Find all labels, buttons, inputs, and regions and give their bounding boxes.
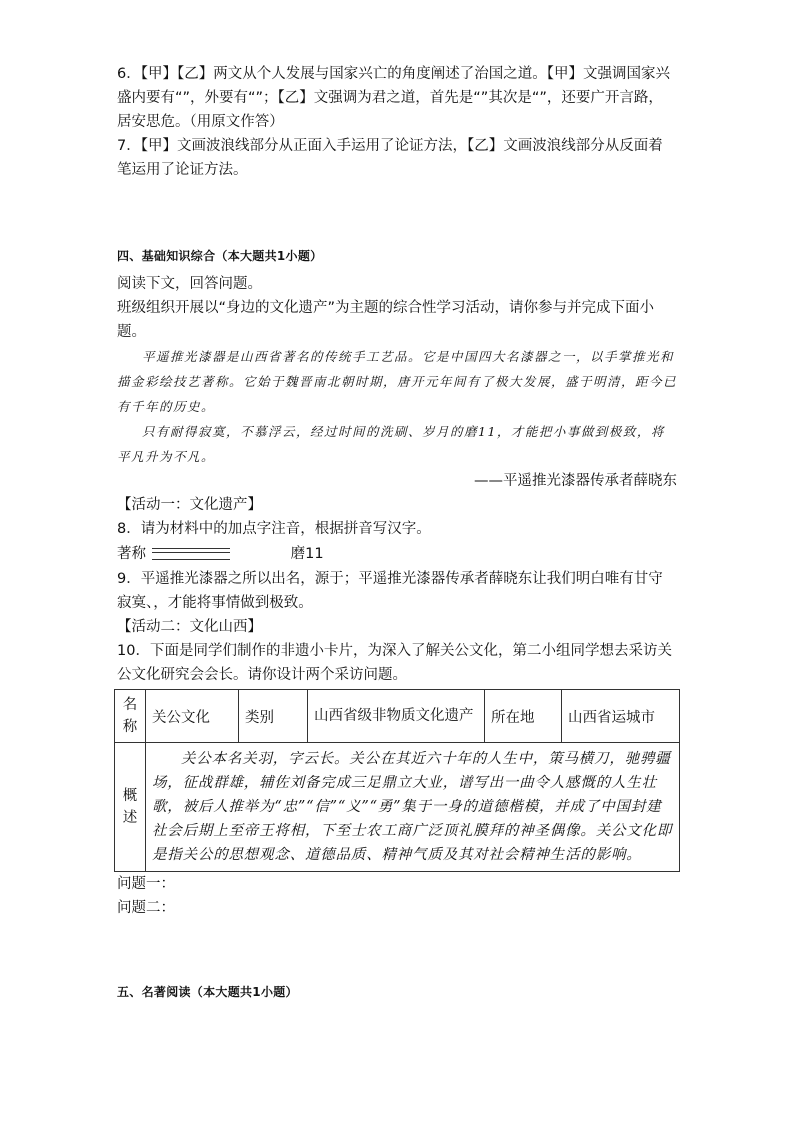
q8-item-1-label: 著称: [117, 546, 146, 562]
section-5-title: 五、名著阅读（本大题共1小题）: [117, 985, 298, 999]
heritage-card-table: [114, 689, 680, 872]
card-desc-label: 概述: [115, 743, 146, 872]
card-name-value: 关公文化: [146, 690, 239, 743]
card-place-label: 所在地: [485, 690, 562, 743]
q8-item-2-label: 磨11: [290, 546, 324, 562]
activity-1-heading: 【活动一：文化遗产】: [117, 497, 262, 513]
spacer: [117, 920, 677, 980]
document-page: [117, 62, 677, 1004]
question-8: 8．请为材料中的加点字注音，根据拼音写汉字。: [117, 521, 431, 537]
passage-paragraph-2: 只有耐得寂寞，不慕浮云，经过时间的洗刷、岁月的磨11，才能把小事做到极致，将平凡升为不凡。: [117, 424, 665, 464]
question-7: 7．【甲】文画波浪线部分从正面入手运用了论证方法，【乙】文画波浪线部分从反面着笔运用了论证方法。: [117, 138, 663, 178]
card-type-label: 类别: [239, 690, 308, 743]
card-desc-value: 关公本名关羽，字云长。关公在其近六十年的人生中，策马横刀，驰骋疆场，征战群雄，辅佐刘备完成三足鼎立大业，谱写出一曲令人感慨的人生壮歌，被后人推举为“忠”“信”“义”“勇”集于一身的道德楷模，并成了中国封建社会后期上至帝王将相，下至士农工商广泛顶礼膜拜的神圣偶像。关公文化即是指关公的思想观念、道德品质、精神气质及其对社会精神生活的影响。: [146, 743, 680, 872]
card-description-row: [115, 743, 680, 872]
card-name-label: 名称: [115, 690, 146, 743]
question-8-blanks: [117, 541, 677, 567]
intro-line-1: 阅读下文，回答问题。: [117, 276, 262, 292]
question-10: 10．下面是同学们制作的非遗小卡片，为深入了解关公文化，第二小组同学想去采访关公文化研究会会长。请你设计两个采访问题。: [117, 643, 672, 683]
card-place-value: 山西省运城市: [562, 690, 680, 743]
activity-2-heading: 【活动二：文化山西】: [117, 619, 262, 635]
question-6: 6．【甲】【乙】两文从个人发展与国家兴亡的角度阐述了治国之道。【甲】文强调国家兴盛内要有“”，外要有“”；【乙】文强调为君之道，首先是“”其次是“”，还要广开言路，居安思危。（用原文作答）: [117, 66, 670, 130]
passage-source: ——平遥推光漆器传承者薛晓东: [474, 473, 677, 489]
intro-line-2: 班级组织开展以“身边的文化遗产”为主题的综合性学习活动，请你参与并完成下面小题。: [117, 300, 655, 340]
q8-answer-blank[interactable]: [152, 548, 230, 560]
interview-question-2: 问题二：: [117, 900, 175, 916]
question-9: 9．平遥推光漆器之所以出名，源于；平遥推光漆器传承者薛晓东让我们明白唯有甘守寂寞、，才能将事情做到极致。: [117, 571, 663, 611]
card-header-row: [115, 690, 680, 743]
spacer: [117, 182, 677, 244]
card-type-value: 山西省级非物质文化遗产: [308, 690, 485, 743]
section-4-title: 四、基础知识综合（本大题共1小题）: [117, 249, 323, 263]
passage-paragraph-1: 平遥推光漆器是山西省著名的传统手工艺品。它是中国四大名漆器之一，以手掌推光和描金彩绘技艺著称。它始于魏晋南北朝时期，唐开元年间有了极大发展，盛于明清，距今已有千年的历史。: [117, 349, 678, 414]
interview-question-1: 问题一：: [117, 876, 175, 892]
